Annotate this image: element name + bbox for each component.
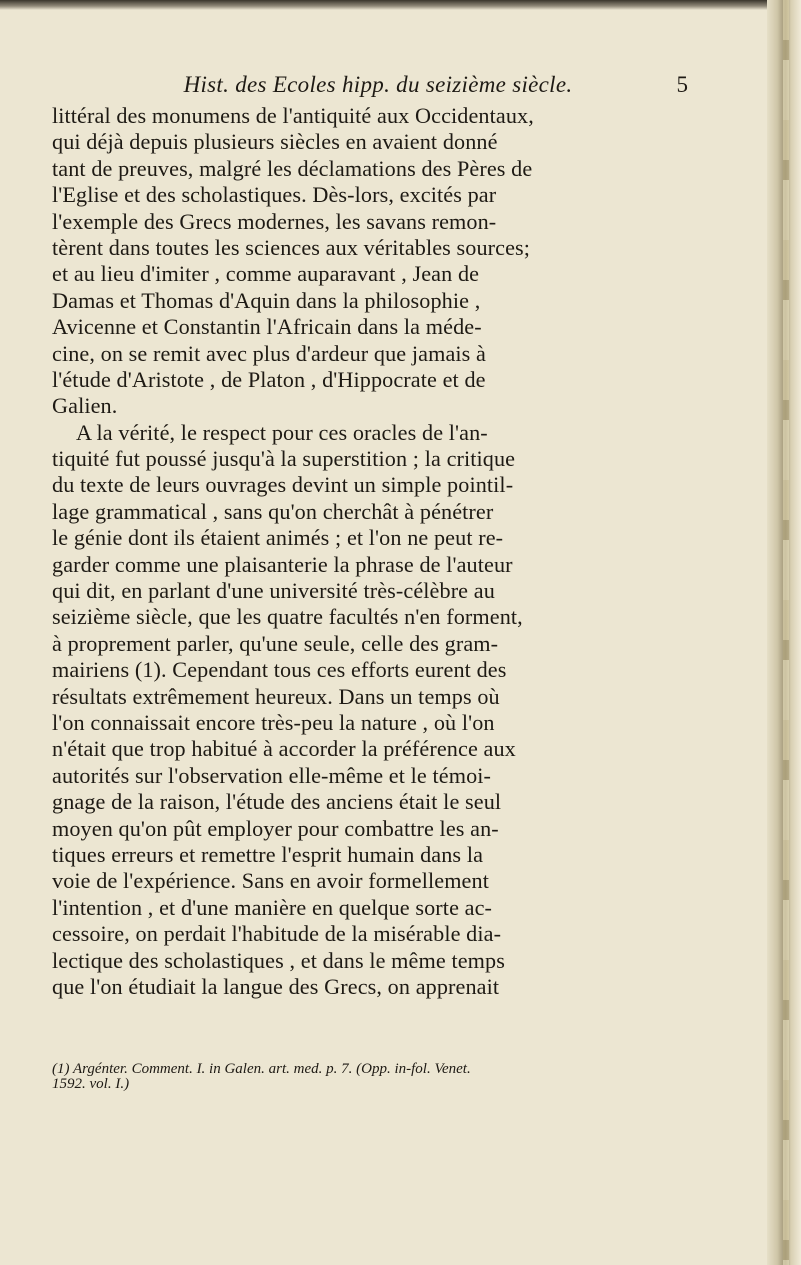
text-line: que l'on étudiait la langue des Grecs, on apprenait <box>52 973 500 999</box>
running-title: Hist. des Ecoles hipp. du seizième siècle. <box>183 72 573 97</box>
text-line: et au lieu d'imiter , comme auparavant , Jean de <box>52 261 480 287</box>
text-line: n'était que trop habitué à accorder la préférence aux <box>52 736 516 762</box>
footnote-line: (1) Argénter. Comment. I. in Galen. art. med. p. 7. (Opp. in-fol. Venet. <box>52 1061 471 1077</box>
text-line: tèrent dans toutes les sciences aux véritables sources; <box>52 234 531 260</box>
body-text <box>52 103 768 1000</box>
text-line: moyen qu'on pût employer pour combattre les an- <box>52 815 499 841</box>
text-line: à proprement parler, qu'une seule, celle des gram- <box>52 630 499 656</box>
text-line: tiques erreurs et remettre l'esprit humain dans la <box>52 841 484 867</box>
text-line: garder comme une plaisanterie la phrase de l'auteur <box>52 551 513 577</box>
text-line: Galien. <box>52 393 118 419</box>
text-line: qui dit, en parlant d'une université très-célèbre au <box>52 578 495 604</box>
page-number: 5 <box>676 72 688 97</box>
text-line: seizième siècle, que les quatre facultés n'en forment, <box>52 604 523 630</box>
text-line: cine, on se remit avec plus d'ardeur que jamais à <box>52 340 486 366</box>
text-line: tant de preuves, malgré les déclamations des Pères de <box>52 155 533 181</box>
text-line: l'intention , et d'une manière en quelque sorte ac- <box>52 894 493 920</box>
footnote <box>52 1062 768 1092</box>
running-head <box>58 72 770 104</box>
text-line: gnage de la raison, l'étude des anciens était le seul <box>52 789 502 815</box>
paragraph-start-line: A la vérité, le respect pour ces oracles de l'an- <box>76 419 488 445</box>
text-line: l'on connaissait encore très-peu la nature , où l'on <box>52 709 495 735</box>
text-line: du texte de leurs ouvrages devint un simple pointil- <box>52 472 514 498</box>
text-line: littéral des monumens de l'antiquité aux Occidentaux, <box>52 103 534 128</box>
text-line: cessoire, on perdait l'habitude de la misérable dia- <box>52 921 502 947</box>
text-line: Avicenne et Constantin l'Africain dans la méde- <box>52 314 482 340</box>
text-line: le génie dont ils étaient animés ; et l'on ne peut re- <box>52 525 504 551</box>
text-line: résultats extrêmement heureux. Dans un temps où <box>52 683 500 709</box>
text-line: l'étude d'Aristote , de Platon , d'Hippocrate et de <box>52 366 486 392</box>
footnote-line: 1592. vol. I.) <box>52 1076 130 1092</box>
text-line: mairiens (1). Cependant tous ces efforts eurent des <box>52 657 507 683</box>
text-line: tiquité fut poussé jusqu'à la superstition ; la critique <box>52 446 516 472</box>
text-line: lage grammatical , sans qu'on cherchât à pénétrer <box>52 498 494 524</box>
text-line: l'Eglise et des scholastiques. Dès-lors, excités par <box>52 182 497 208</box>
text-line: Damas et Thomas d'Aquin dans la philosophie , <box>52 287 481 313</box>
text-line: qui déjà depuis plusieurs siècles en avaient donné <box>52 129 498 155</box>
text-line: voie de l'expérience. Sans en avoir formellement <box>52 868 489 894</box>
text-line: autorités sur l'observation elle-même et le témoi- <box>52 762 492 788</box>
text-line: lectique des scholastiques , et dans le même temps <box>52 947 505 973</box>
text-line: l'exemple des Grecs modernes, les savans remon- <box>52 208 497 234</box>
